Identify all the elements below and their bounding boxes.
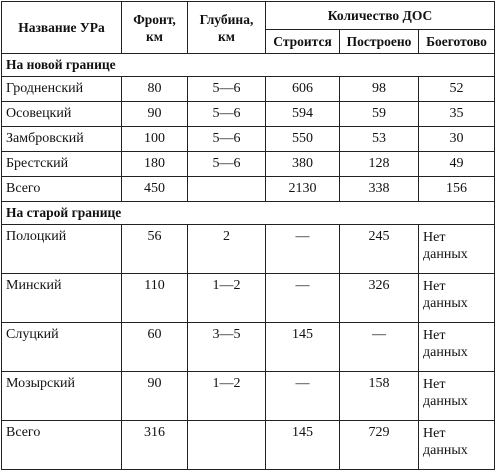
cell-built: 59	[340, 102, 419, 127]
cell-depth: 1—2	[188, 372, 266, 421]
header-building: Строится	[266, 30, 340, 54]
table-row	[2, 225, 495, 274]
cell-building: 380	[266, 152, 340, 177]
header-dos-count: Количество ДОС	[266, 2, 495, 30]
cell-building: —	[266, 372, 340, 421]
cell-front: 60	[122, 323, 188, 372]
cell-ready: 35	[419, 102, 495, 127]
cell-built: 98	[340, 77, 419, 102]
cell-front: 80	[122, 77, 188, 102]
cell-name: Минский	[2, 274, 122, 323]
cell-ready: Нет данных	[419, 274, 495, 323]
cell-depth: 2	[188, 225, 266, 274]
header-ready: Боеготово	[419, 30, 495, 54]
cell-ready: Нет данных	[419, 323, 495, 372]
header-front: Фронт, км	[122, 2, 188, 54]
section-title: На новой границе	[2, 54, 495, 77]
cell-ready: Нет данных	[419, 421, 495, 470]
cell-name: Осовецкий	[2, 102, 122, 127]
cell-front: 100	[122, 127, 188, 152]
cell-name: Всего	[2, 177, 122, 202]
header-row-1	[2, 2, 495, 30]
table-row	[2, 102, 495, 127]
cell-depth	[188, 421, 266, 470]
cell-built: 245	[340, 225, 419, 274]
cell-building: 145	[266, 323, 340, 372]
cell-building: 550	[266, 127, 340, 152]
table-row	[2, 77, 495, 102]
table-row	[2, 323, 495, 372]
header-name: Название УРа	[2, 2, 122, 54]
cell-front: 450	[122, 177, 188, 202]
cell-ready: 52	[419, 77, 495, 102]
cell-ready: Нет данных	[419, 225, 495, 274]
cell-front: 56	[122, 225, 188, 274]
cell-building: —	[266, 274, 340, 323]
table-row-total	[2, 177, 495, 202]
cell-built: 53	[340, 127, 419, 152]
table-row	[2, 152, 495, 177]
cell-front: 316	[122, 421, 188, 470]
cell-name: Замбровский	[2, 127, 122, 152]
cell-built: —	[340, 323, 419, 372]
cell-depth: 5—6	[188, 127, 266, 152]
table-row	[2, 372, 495, 421]
cell-building: 145	[266, 421, 340, 470]
table-row-total	[2, 421, 495, 470]
cell-depth: 5—6	[188, 152, 266, 177]
cell-front: 180	[122, 152, 188, 177]
table-row	[2, 127, 495, 152]
cell-built: 338	[340, 177, 419, 202]
fortified-areas-table	[1, 1, 495, 470]
cell-building: —	[266, 225, 340, 274]
table-row	[2, 274, 495, 323]
cell-name: Гродненский	[2, 77, 122, 102]
cell-ready: 156	[419, 177, 495, 202]
cell-name: Полоцкий	[2, 225, 122, 274]
cell-front: 90	[122, 372, 188, 421]
cell-building: 606	[266, 77, 340, 102]
cell-front: 90	[122, 102, 188, 127]
cell-name: Мозырский	[2, 372, 122, 421]
cell-built: 128	[340, 152, 419, 177]
cell-depth: 5—6	[188, 102, 266, 127]
cell-built: 158	[340, 372, 419, 421]
cell-depth: 1—2	[188, 274, 266, 323]
cell-depth: 3—5	[188, 323, 266, 372]
cell-name: Слуцкий	[2, 323, 122, 372]
section-title: На старой границе	[2, 202, 495, 225]
cell-ready: 30	[419, 127, 495, 152]
cell-ready: Нет данных	[419, 372, 495, 421]
cell-name: Брестский	[2, 152, 122, 177]
cell-depth	[188, 177, 266, 202]
header-depth: Глубина, км	[188, 2, 266, 54]
cell-depth: 5—6	[188, 77, 266, 102]
section-title-row	[2, 54, 495, 77]
header-built: Построено	[340, 30, 419, 54]
section-title-row	[2, 202, 495, 225]
cell-building: 2130	[266, 177, 340, 202]
cell-building: 594	[266, 102, 340, 127]
cell-built: 326	[340, 274, 419, 323]
cell-name: Всего	[2, 421, 122, 470]
cell-front: 110	[122, 274, 188, 323]
cell-ready: 49	[419, 152, 495, 177]
cell-built: 729	[340, 421, 419, 470]
